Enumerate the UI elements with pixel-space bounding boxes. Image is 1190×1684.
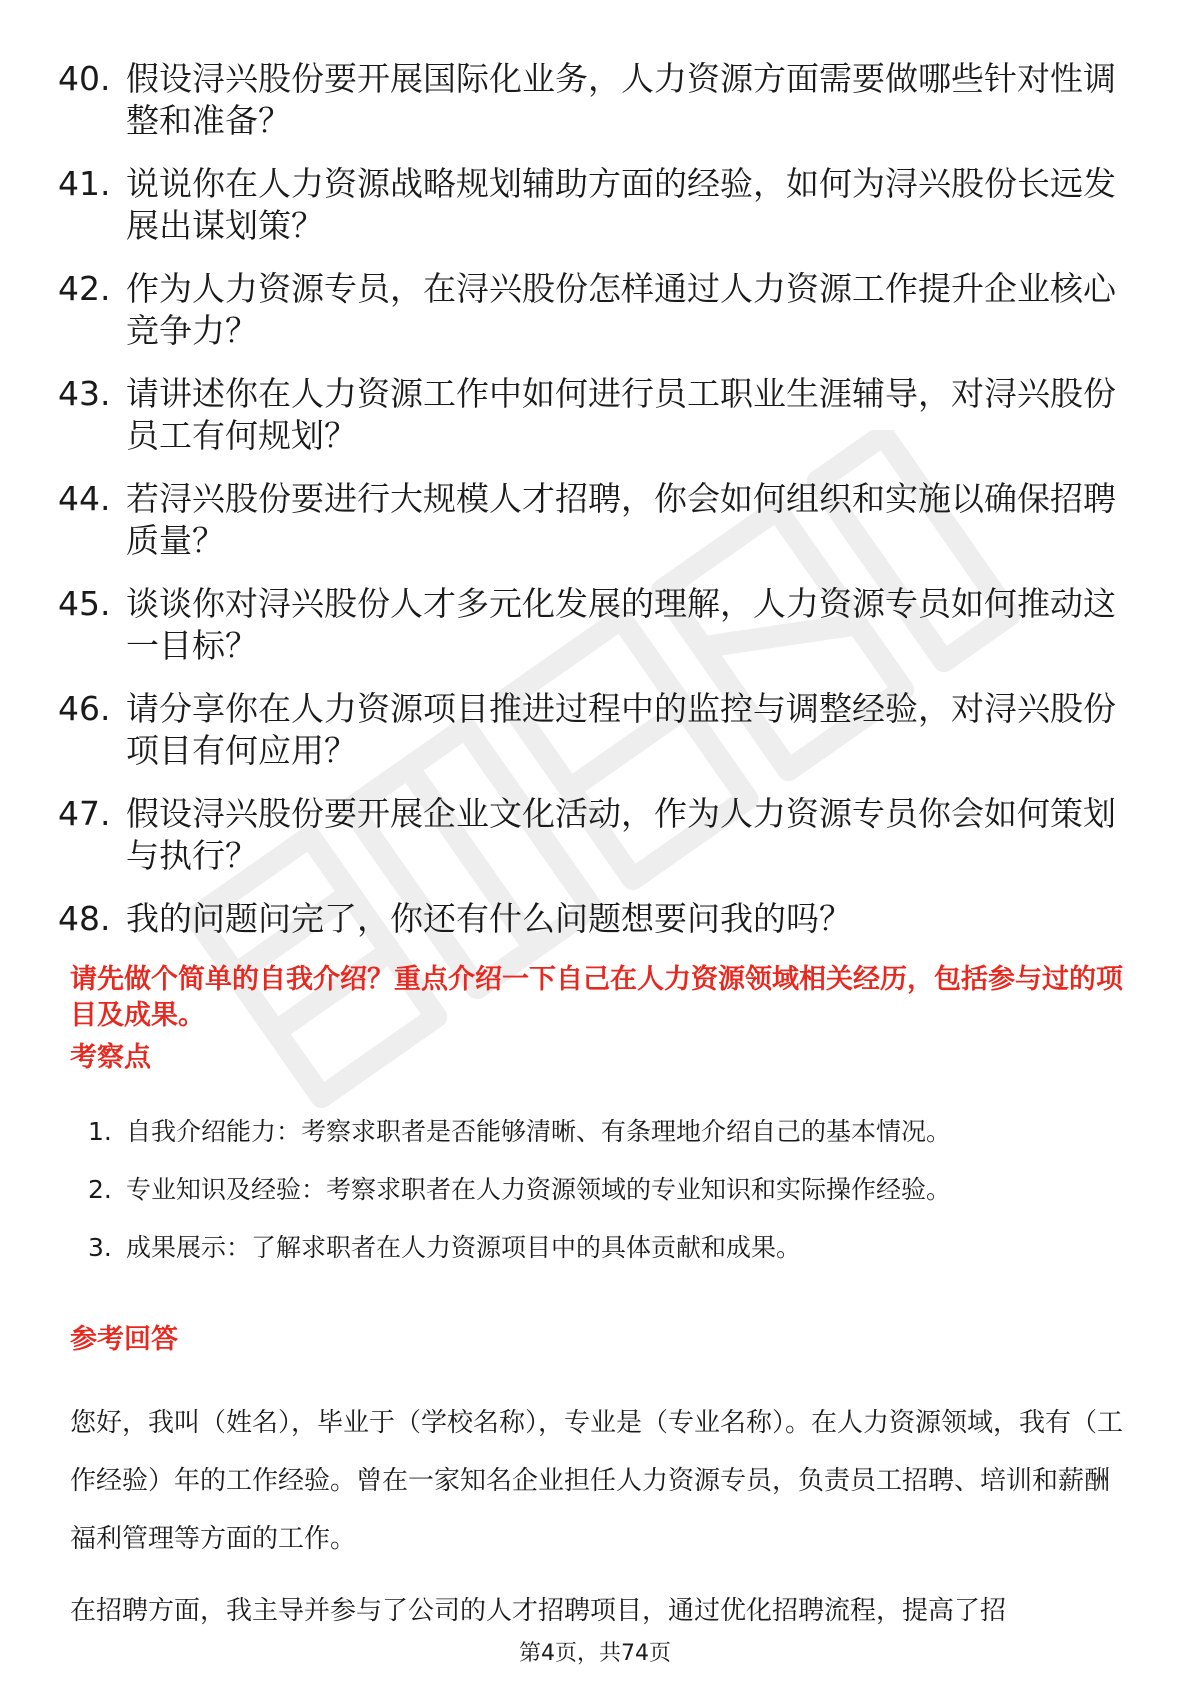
question-list [58,58,1138,961]
question-number: 47. [58,794,111,833]
highlight-question: 请先做个简单的自我介绍？重点介绍一下自己在人力资源领域相关经历，包括参与过的项目及成果。 [70,964,1123,1031]
question-text: 请分享你在人力资源项目推进过程中的监控与调整经验，对浔兴股份项目有何应用？ [126,689,1116,770]
list-item [58,268,1138,352]
question-number: 48. [58,899,111,938]
question-number: 43. [58,374,111,413]
question-text: 假设浔兴股份要开展企业文化活动，作为人力资源专员你会如何策划与执行？ [126,794,1116,875]
list-item [58,583,1138,667]
list-item [58,898,1138,940]
question-number: 42. [58,269,111,308]
exam-points-title: 考察点 [70,1042,151,1073]
question-number: 46. [58,689,111,728]
question-text: 若浔兴股份要进行大规模人才招聘，你会如何组织和实施以确保招聘质量？ [126,479,1116,560]
question-text: 我的问题问完了，你还有什么问题想要问我的吗？ [126,899,852,938]
question-text: 假设浔兴股份要开展国际化业务，人力资源方面需要做哪些针对性调整和准备？ [126,59,1116,140]
point-text: 成果展示：了解求职者在人力资源项目中的具体贡献和成果。 [126,1233,802,1262]
list-item [58,58,1138,142]
question-text: 说说你在人力资源战略规划辅助方面的经验，如何为浔兴股份长远发展出谋划策？ [126,164,1116,245]
question-number: 44. [58,479,111,518]
reference-answer-title: 参考回答 [70,1324,178,1355]
point-text: 专业知识及经验：考察求职者在人力资源领域的专业知识和实际操作经验。 [126,1175,952,1204]
question-text: 请讲述你在人力资源工作中如何进行员工职业生涯辅导，对浔兴股份员工有何规划？ [126,374,1116,455]
answer-paragraph: 在招聘方面，我主导并参与了公司的人才招聘项目，通过优化招聘流程，提高了招 [70,1596,1007,1626]
answer-paragraph: 您好，我叫（姓名），毕业于（学校名称），专业是（专业名称）。在人力资源领域，我有（工作经验）年的工作经验。曾在一家知名企业担任人力资源专员，负责员工招聘、培训和薪酬福利管理等方面的工作。 [70,1408,1124,1554]
list-item [58,478,1138,562]
question-number: 40. [58,59,111,98]
list-item [58,373,1138,457]
list-item [58,163,1138,247]
question-text: 作为人力资源专员，在浔兴股份怎样通过人力资源工作提升企业核心竞争力？ [126,269,1116,350]
point-number: 2. [88,1175,112,1204]
list-item [88,1231,1128,1265]
point-text: 自我介绍能力：考察求职者是否能够清晰、有条理地介绍自己的基本情况。 [126,1117,952,1146]
question-number: 45. [58,584,111,623]
list-item [88,1115,1128,1149]
question-text: 谈谈你对浔兴股份人才多元化发展的理解，人力资源专员如何推动这一目标？ [126,584,1116,665]
point-number: 1. [88,1117,112,1146]
list-item [58,688,1138,772]
exam-points-list [88,1115,1128,1289]
list-item [58,793,1138,877]
page-footer: 第4页，共74页 [519,1641,671,1666]
question-number: 41. [58,164,111,203]
point-number: 3. [88,1233,112,1262]
list-item [88,1173,1128,1207]
